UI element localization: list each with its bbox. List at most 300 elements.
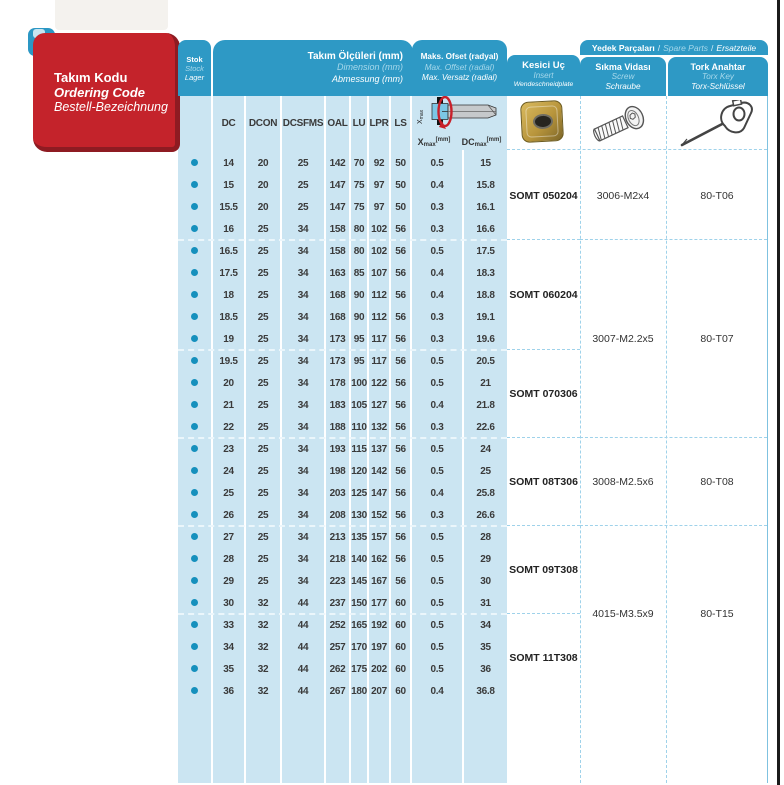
- table-cell: 165: [351, 619, 367, 631]
- table-cell: 60: [395, 663, 406, 675]
- insert-label-en: Insert: [533, 70, 554, 80]
- table-cell: 173: [329, 333, 346, 345]
- table-cell: 34: [297, 487, 309, 499]
- table-cell: 32: [257, 597, 269, 609]
- stock-dot: [191, 577, 198, 584]
- torx-key-drawing: [678, 100, 756, 148]
- table-cell: 34: [223, 641, 234, 653]
- table-cell: 16.5: [219, 245, 238, 257]
- stock-dot: [191, 665, 198, 672]
- separator: /: [711, 42, 714, 53]
- table-cell: 95: [353, 333, 365, 345]
- table-cell: 0.3: [430, 509, 444, 521]
- table-cell: 17.5: [476, 245, 495, 257]
- table-cell: 28: [480, 531, 491, 543]
- ordering-code-label-de: Bestell-Bezeichnung: [54, 100, 168, 114]
- table-cell: 0.5: [430, 531, 444, 543]
- table-cell: 178: [329, 377, 346, 389]
- table-cell: 15.5: [219, 201, 238, 213]
- torx-code-cell: 80-T15: [700, 608, 734, 620]
- group-separator: [178, 239, 507, 241]
- column-header-dcon: DCON: [248, 117, 278, 129]
- table-cell: 56: [395, 311, 406, 323]
- table-cell: 80: [353, 245, 365, 257]
- stock-dot: [191, 401, 198, 408]
- table-cell: 15.8: [476, 179, 495, 191]
- table-cell: 142: [329, 157, 346, 169]
- screw-code-cell: 4015-M3.5x9: [592, 608, 654, 620]
- stock-dot: [191, 203, 198, 210]
- table-cell: 32: [257, 619, 269, 631]
- table-cell: 34: [297, 223, 309, 235]
- max-offset-label-en: Max. Offset (radial): [424, 62, 495, 72]
- stock-dot: [191, 181, 198, 188]
- table-cell: 110: [351, 421, 367, 433]
- max-offset-label-tr: Maks. Ofset (radyal): [420, 52, 499, 62]
- photo-row-divider: [507, 149, 767, 150]
- stock-dot: [191, 467, 198, 474]
- table-cell: 17.5: [219, 267, 238, 279]
- page-edge-line: [777, 0, 780, 785]
- table-cell: 56: [395, 531, 406, 543]
- stock-dot: [191, 313, 198, 320]
- table-cell: 0.3: [430, 223, 444, 235]
- table-cell: 197: [371, 641, 387, 653]
- table-cell: 25: [257, 399, 269, 411]
- table-cell: 122: [371, 377, 387, 389]
- table-cell: 32: [257, 685, 269, 697]
- table-cell: 142: [371, 465, 387, 477]
- table-cell: 34: [297, 377, 309, 389]
- table-cell: 50: [395, 157, 406, 169]
- insert-code-cell: SOMT 070306: [509, 388, 578, 400]
- table-cell: 34: [297, 465, 309, 477]
- table-cell: 177: [371, 597, 387, 609]
- table-cell: 75: [353, 179, 365, 191]
- table-cell: 158: [329, 245, 346, 257]
- table-cell: 21: [480, 377, 491, 389]
- stock-dot: [191, 357, 198, 364]
- table-cell: 16.6: [476, 223, 495, 235]
- table-cell: 25: [297, 201, 309, 213]
- table-cell: 60: [395, 685, 406, 697]
- table-cell: 257: [329, 641, 346, 653]
- screw-label-tr: Sıkma Vidası: [595, 61, 651, 72]
- table-cell: 24: [480, 443, 491, 455]
- screw-code-cell: 3008-M2.5x6: [592, 476, 654, 488]
- table-cell: 157: [371, 531, 387, 543]
- column-header-dcsfms: DCSFMS: [282, 117, 324, 129]
- insert-label-de: Wendeschneidplate: [513, 81, 574, 89]
- table-cell: 15: [223, 179, 234, 191]
- table-cell: 60: [395, 641, 406, 653]
- table-cell: 56: [395, 443, 406, 455]
- table-cell: 80: [353, 223, 365, 235]
- stock-dot: [191, 489, 198, 496]
- table-cell: 140: [351, 553, 367, 565]
- table-cell: 100: [351, 377, 367, 389]
- table-cell: 115: [351, 443, 367, 455]
- table-cell: 18: [223, 289, 234, 301]
- table-cell: 0.4: [430, 267, 444, 279]
- table-cell: 25: [480, 465, 491, 477]
- table-cell: 0.5: [430, 619, 444, 631]
- table-cell: 44: [297, 619, 309, 631]
- table-cell: 30: [480, 575, 491, 587]
- table-cell: 56: [395, 223, 406, 235]
- table-cell: 18.3: [476, 267, 495, 279]
- table-cell: 223: [329, 575, 346, 587]
- table-cell: 14: [223, 157, 234, 169]
- table-cell: 35: [480, 641, 491, 653]
- stock-label-tr: Stok: [186, 54, 203, 64]
- svg-text:Xmax: Xmax: [417, 109, 425, 124]
- table-cell: 127: [371, 399, 387, 411]
- table-cell: 107: [371, 267, 387, 279]
- table-cell: 0.5: [430, 355, 444, 367]
- screw-label-en: Screw: [611, 71, 635, 81]
- stock-dot: [191, 379, 198, 386]
- table-cell: 130: [351, 509, 367, 521]
- table-cell: 56: [395, 333, 406, 345]
- column-stripe: [178, 96, 211, 783]
- stock-dot: [191, 621, 198, 628]
- table-cell: 237: [329, 597, 346, 609]
- table-cell: 152: [371, 509, 387, 521]
- table-cell: 25: [257, 223, 269, 235]
- table-cell: 29: [223, 575, 234, 587]
- stock-dot: [191, 247, 198, 254]
- table-cell: 56: [395, 355, 406, 367]
- table-cell: 25: [257, 487, 269, 499]
- stock-dot: [191, 555, 198, 562]
- table-cell: 34: [297, 245, 309, 257]
- table-cell: 25: [257, 289, 269, 301]
- table-cell: 0.4: [430, 487, 444, 499]
- insert-label-tr: Kesici Uç: [522, 60, 565, 72]
- table-cell: 56: [395, 575, 406, 587]
- table-cell: 0.4: [430, 289, 444, 301]
- table-cell: 25: [297, 157, 309, 169]
- table-cell: 95: [353, 355, 365, 367]
- screw-column-header: [580, 57, 666, 96]
- table-cell: 193: [329, 443, 346, 455]
- table-cell: 20: [257, 179, 269, 191]
- torx-label-de: Torx-Schlüssel: [691, 81, 745, 91]
- torx-code-cell: 80-T08: [700, 476, 734, 488]
- table-cell: 112: [371, 289, 387, 301]
- stock-dot: [191, 291, 198, 298]
- table-cell: 192: [371, 619, 387, 631]
- table-cell: 158: [329, 223, 346, 235]
- table-cell: 56: [395, 553, 406, 565]
- spare-parts-label-tr: Yedek Parçaları: [591, 42, 655, 53]
- table-cell: 25: [257, 377, 269, 389]
- table-cell: 75: [353, 201, 365, 213]
- table-cell: 34: [297, 399, 309, 411]
- offset-diagram-cell: [412, 96, 507, 150]
- table-cell: 202: [371, 663, 387, 675]
- table-cell: 125: [351, 487, 367, 499]
- table-cell: 34: [297, 553, 309, 565]
- table-cell: 132: [371, 421, 387, 433]
- table-cell: 168: [329, 289, 346, 301]
- table-cell: 0.5: [430, 641, 444, 653]
- table-cell: 34: [297, 443, 309, 455]
- table-cell: 25: [257, 267, 269, 279]
- table-cell: 34: [297, 267, 309, 279]
- table-cell: 16.1: [476, 201, 495, 213]
- table-cell: 19.6: [476, 333, 495, 345]
- table-cell: 21.8: [476, 399, 495, 411]
- table-cell: 22: [223, 421, 234, 433]
- table-cell: 56: [395, 377, 406, 389]
- max-offset-header: [412, 40, 507, 96]
- table-cell: 44: [297, 663, 309, 675]
- insert-code-cell: SOMT 050204: [509, 190, 578, 202]
- table-cell: 147: [329, 179, 346, 191]
- xmax-label: Xmax[mm]: [417, 137, 451, 148]
- table-cell: 36.8: [476, 685, 495, 697]
- column-header-ls: LS: [394, 117, 407, 129]
- table-cell: 173: [329, 355, 346, 367]
- max-offset-label-de: Max. Versatz (radial): [421, 73, 498, 83]
- table-cell: 0.3: [430, 333, 444, 345]
- table-cell: 208: [329, 509, 346, 521]
- stock-column-header: [178, 40, 211, 96]
- table-cell: 25: [257, 509, 269, 521]
- table-cell: 19: [223, 333, 234, 345]
- table-cell: 29: [480, 553, 491, 565]
- spare-parts-label-en: Spare Parts: [663, 42, 709, 53]
- group-separator: [178, 349, 507, 351]
- stock-label-en: Stock: [185, 63, 204, 73]
- table-cell: 203: [329, 487, 346, 499]
- table-cell: 0.5: [430, 597, 444, 609]
- table-cell: 70: [353, 157, 365, 169]
- table-cell: 20: [257, 201, 269, 213]
- stock-dot: [191, 269, 198, 276]
- table-cell: 24: [223, 465, 234, 477]
- table-cell: 34: [297, 575, 309, 587]
- table-cell: 90: [353, 311, 365, 323]
- stock-dot: [191, 599, 198, 606]
- table-cell: 32: [257, 641, 269, 653]
- table-cell: 147: [329, 201, 346, 213]
- table-cell: 26.6: [476, 509, 495, 521]
- insert-code-cell: SOMT 060204: [509, 289, 578, 301]
- table-cell: 56: [395, 289, 406, 301]
- table-cell: 213: [329, 531, 346, 543]
- table-cell: 0.5: [430, 465, 444, 477]
- table-cell: 0.5: [430, 663, 444, 675]
- table-cell: 147: [371, 487, 387, 499]
- table-cell: 26: [223, 509, 234, 521]
- table-cell: 25: [257, 443, 269, 455]
- table-cell: 252: [329, 619, 346, 631]
- stock-dot: [191, 533, 198, 540]
- table-cell: 18.8: [476, 289, 495, 301]
- table-cell: 36: [480, 663, 491, 675]
- stock-dot: [191, 225, 198, 232]
- table-cell: 117: [371, 333, 387, 345]
- dimensions-header: [213, 40, 413, 96]
- table-cell: 25: [257, 575, 269, 587]
- table-cell: 20: [223, 377, 234, 389]
- stock-dot: [191, 643, 198, 650]
- table-cell: 56: [395, 245, 406, 257]
- table-cell: 15: [480, 157, 491, 169]
- table-cell: 0.5: [430, 575, 444, 587]
- table-cell: 34: [297, 289, 309, 301]
- column-header-lpr: LPR: [369, 117, 389, 129]
- table-cell: 0.5: [430, 157, 444, 169]
- table-cell: 56: [395, 465, 406, 477]
- table-cell: 56: [395, 487, 406, 499]
- table-cell: 135: [351, 531, 367, 543]
- table-cell: 0.4: [430, 179, 444, 191]
- separator: /: [657, 42, 661, 53]
- table-cell: 22.6: [476, 421, 495, 433]
- table-cell: 0.5: [430, 553, 444, 565]
- radial-offset-cutter-diagram: [412, 96, 507, 132]
- table-cell: 20: [257, 157, 269, 169]
- table-cell: 25: [257, 355, 269, 367]
- table-cell: 34: [297, 421, 309, 433]
- table-cell: 25.8: [476, 487, 495, 499]
- table-cell: 145: [351, 575, 367, 587]
- table-cell: 50: [395, 201, 406, 213]
- table-cell: 207: [371, 685, 387, 697]
- column-header-lu: LU: [352, 117, 366, 129]
- table-cell: 0.3: [430, 201, 444, 213]
- column-header-oal: OAL: [327, 117, 348, 129]
- group-separator: [178, 437, 507, 439]
- table-cell: 35: [223, 663, 234, 675]
- table-cell: 137: [371, 443, 387, 455]
- table-cell: 0.4: [430, 685, 444, 697]
- table-cell: 97: [373, 179, 385, 191]
- table-cell: 25: [257, 553, 269, 565]
- spare-parts-label-de: Ersatzteile: [716, 42, 757, 53]
- stock-dot: [191, 159, 198, 166]
- insert-column-header: [507, 55, 580, 96]
- table-cell: 90: [353, 289, 365, 301]
- table-cell: 44: [297, 597, 309, 609]
- table-cell: 167: [371, 575, 387, 587]
- group-separator: [178, 613, 507, 615]
- table-cell: 34: [480, 619, 491, 631]
- table-cell: 18.5: [219, 311, 238, 323]
- table-cell: 27: [223, 531, 234, 543]
- table-cell: 105: [351, 399, 367, 411]
- table-cell: 56: [395, 267, 406, 279]
- table-cell: 25: [257, 311, 269, 323]
- table-cell: 25: [257, 421, 269, 433]
- table-cell: 85: [353, 267, 365, 279]
- insert-code-cell: SOMT 11T308: [509, 652, 578, 664]
- table-cell: 25: [257, 245, 269, 257]
- table-cell: 198: [329, 465, 346, 477]
- table-cell: 34: [297, 355, 309, 367]
- table-cell: 102: [371, 245, 387, 257]
- insert-code-cell: SOMT 09T308: [509, 564, 578, 576]
- table-cell: 34: [297, 333, 309, 345]
- table-cell: 23: [223, 443, 234, 455]
- table-cell: 19.5: [219, 355, 238, 367]
- dimensions-label-tr: Takım Ölçüleri (mm): [307, 50, 403, 62]
- table-cell: 60: [395, 597, 406, 609]
- screw-code-cell: 3006-M2x4: [596, 190, 650, 202]
- table-cell: 0.3: [430, 421, 444, 433]
- table-cell: 25: [257, 333, 269, 345]
- table-cell: 112: [371, 311, 387, 323]
- table-cell: 56: [395, 399, 406, 411]
- table-cell: 102: [371, 223, 387, 235]
- table-cell: 19.1: [476, 311, 495, 323]
- table-cell: 180: [351, 685, 367, 697]
- table-cell: 44: [297, 641, 309, 653]
- table-cell: 34: [297, 509, 309, 521]
- ordering-code-label-tr: Takım Kodu: [54, 70, 128, 85]
- table-cell: 30: [223, 597, 234, 609]
- table-cell: 262: [329, 663, 346, 675]
- table-cell: 162: [371, 553, 387, 565]
- group-separator: [178, 525, 507, 527]
- clamping-screw-drawing: [588, 100, 658, 148]
- table-cell: 20.5: [476, 355, 495, 367]
- table-cell: 120: [351, 465, 367, 477]
- stock-dot: [191, 335, 198, 342]
- spare-parts-header: [580, 40, 768, 55]
- dcmax-label: DCmax[mm]: [461, 137, 502, 148]
- dimensions-label-en: Dimension (mm): [336, 62, 403, 73]
- table-cell: 97: [373, 201, 385, 213]
- table-cell: 33: [223, 619, 234, 631]
- insert-code-cell: SOMT 08T306: [509, 476, 578, 488]
- stock-dot: [191, 511, 198, 518]
- table-cell: 0.4: [430, 399, 444, 411]
- table-cell: 50: [395, 179, 406, 191]
- torx-column-header: [668, 57, 768, 96]
- dimensions-label-de: Abmessung (mm): [331, 73, 403, 84]
- table-cell: 16: [223, 223, 234, 235]
- table-cell: 44: [297, 685, 309, 697]
- table-cell: 34: [297, 531, 309, 543]
- table-cell: 56: [395, 421, 406, 433]
- offset-sublabels: [412, 137, 507, 148]
- table-cell: 32: [257, 663, 269, 675]
- column-header-dc: DC: [221, 117, 236, 129]
- screw-label-de: Schraube: [605, 81, 641, 91]
- table-cell: 168: [329, 311, 346, 323]
- table-cell: 0.5: [430, 245, 444, 257]
- table-cell: 21: [223, 399, 234, 411]
- stock-dot: [191, 445, 198, 452]
- table-cell: 0.5: [430, 443, 444, 455]
- table-cell: 0.3: [430, 311, 444, 323]
- somt-insert-photo: [520, 100, 564, 143]
- table-cell: 175: [351, 663, 367, 675]
- table-cell: 31: [480, 597, 491, 609]
- table-cell: 34: [297, 311, 309, 323]
- table-cell: 28: [223, 553, 234, 565]
- table-cell: 163: [329, 267, 346, 279]
- table-cell: 188: [329, 421, 346, 433]
- table-cell: 117: [371, 355, 387, 367]
- table-cell: 25: [257, 465, 269, 477]
- stock-label-de: Lager: [184, 72, 205, 82]
